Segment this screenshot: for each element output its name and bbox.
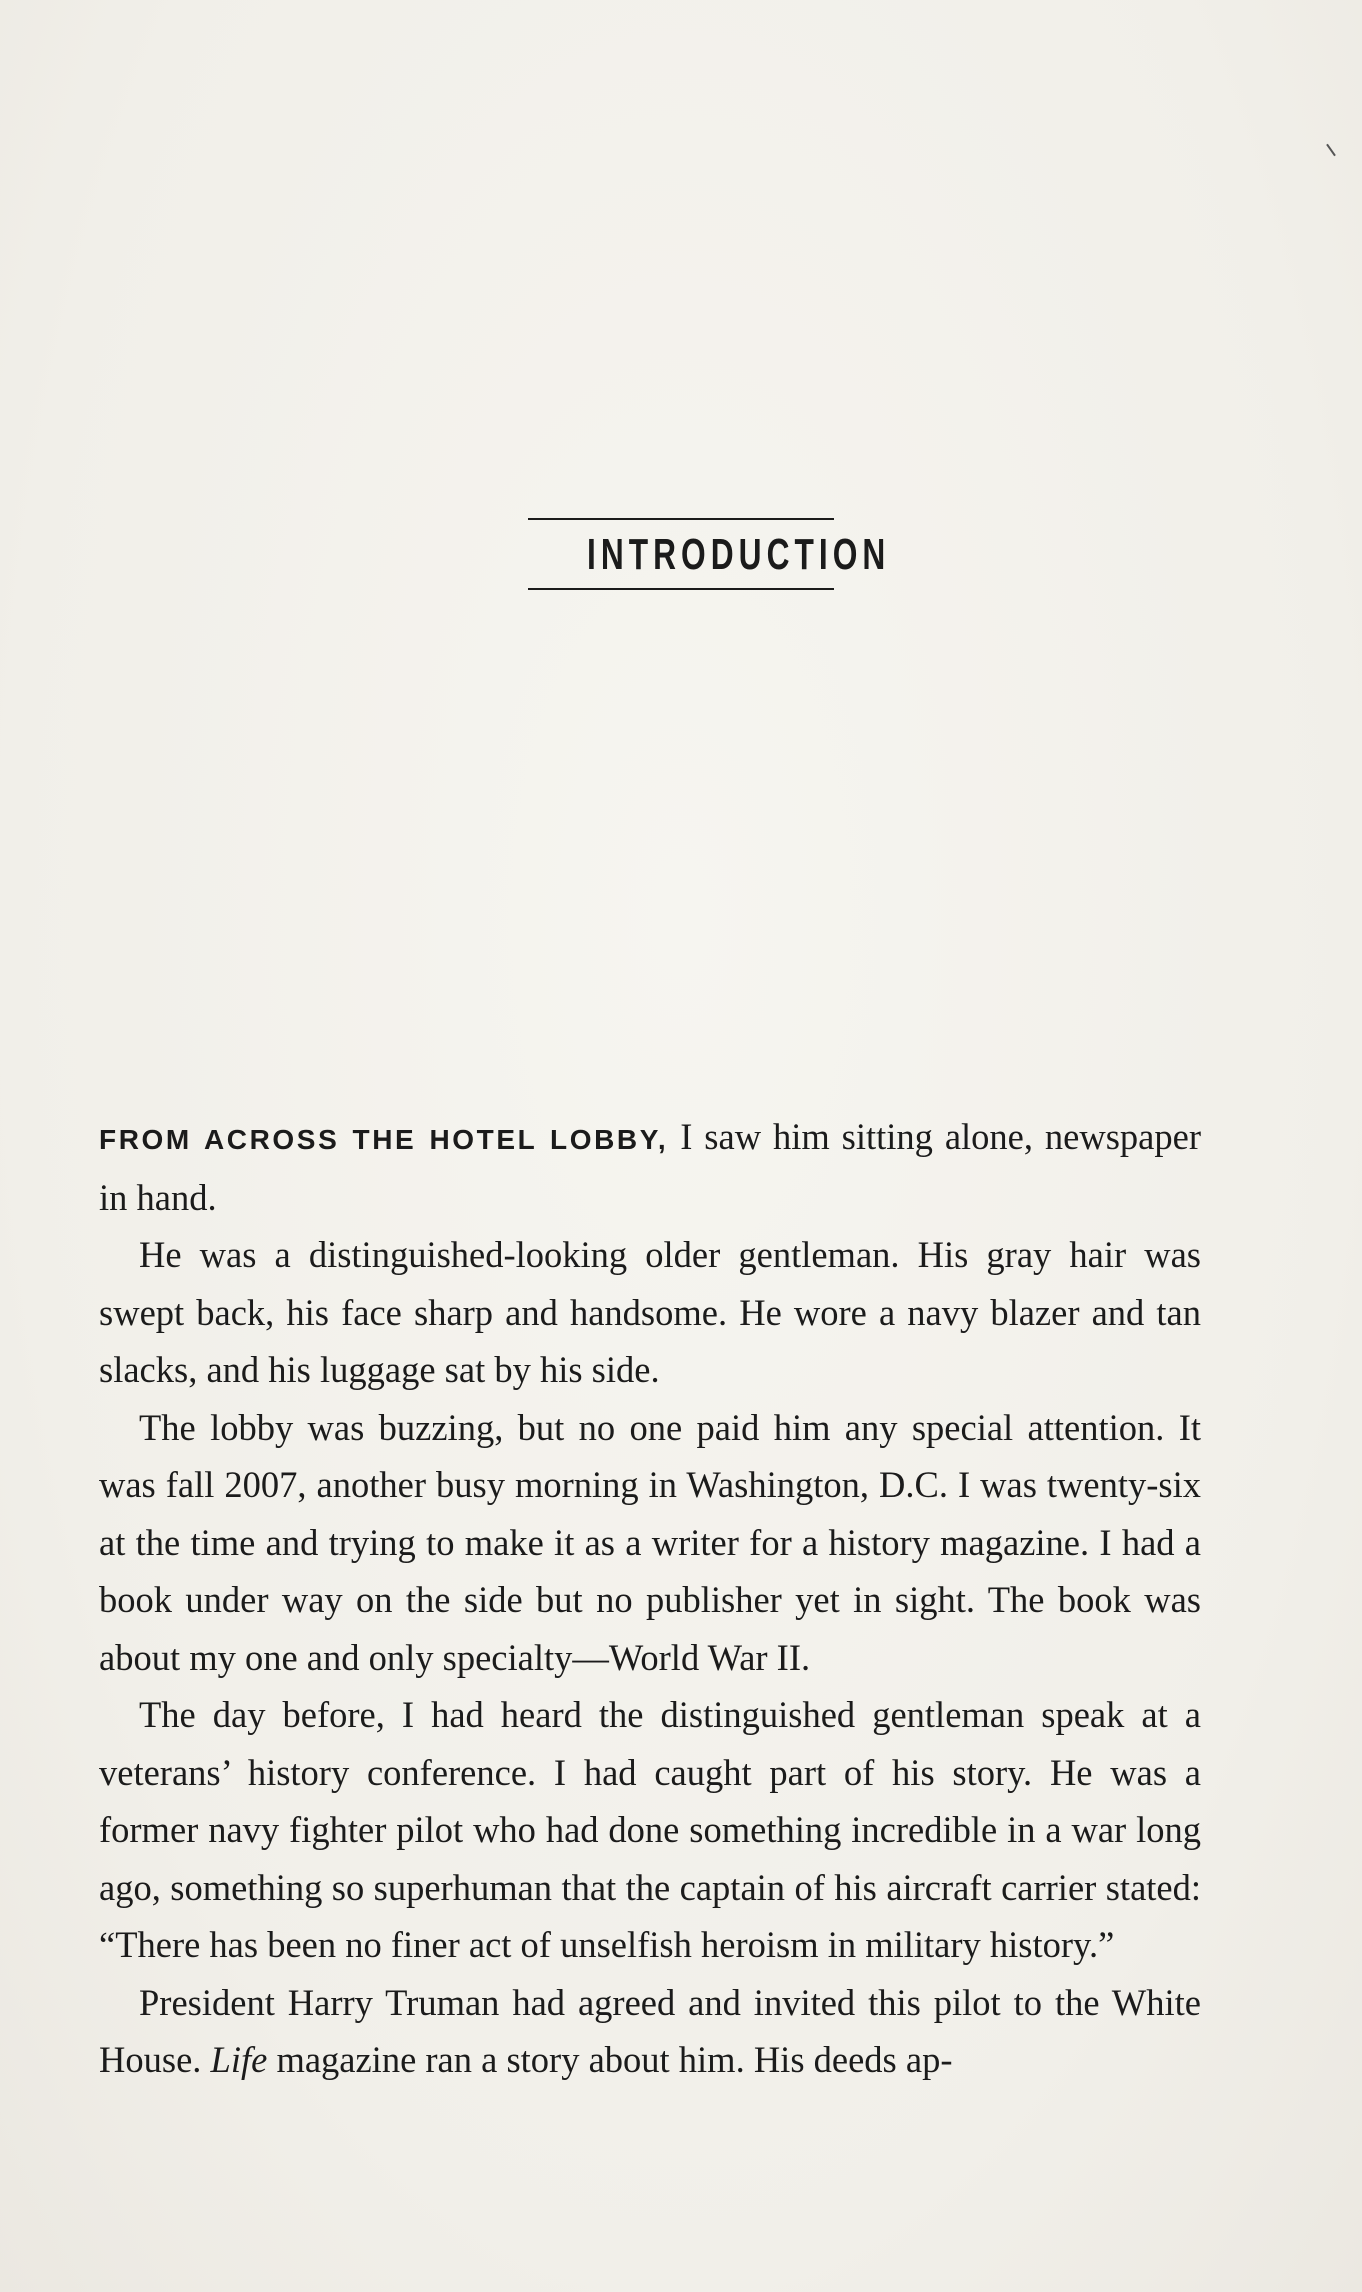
paragraph-2: He was a distinguished-looking older gentleman. His gray hair was swept back, his face sharp and handsome. He wore a navy blazer and tan slacks, and his luggage sat by his side. — [99, 1234, 1201, 1390]
lead-in-caps: FROM ACROSS THE HOTEL LOBBY, — [99, 1124, 669, 1155]
page-mark — [1326, 144, 1336, 157]
body-text — [99, 1108, 1201, 2089]
chapter-heading-rules — [528, 518, 891, 590]
chapter-heading: INTRODUCTION — [586, 530, 891, 579]
paragraph-1 — [99, 1108, 1201, 1226]
paragraph-3: The lobby was buzzing, but no one paid him any special attention. It was fall 2007, another busy morning in Washington, D.C. I was twenty-six at the time and trying to make it as a writer for a history magazine. I had a book under way on the side but no publisher yet in sight. The book was about my one and only specialty—World War II. — [99, 1406, 1201, 1678]
magazine-title: Life — [210, 2039, 268, 2080]
paragraph-5 — [99, 1974, 1201, 2089]
paragraph-4: The day before, I had heard the distinguished gentleman speak at a veterans’ history conference. I had caught part of his story. He was a former navy fighter pilot who had done something incredible in a war long ago, something so superhuman that the captain of his aircraft carrier stated: “There has been no finer act of unselfish heroism in military history.” — [99, 1694, 1201, 1965]
paragraph-5-text-before: President Harry Truman had agreed and invited this pilot to the White House. — [99, 1981, 1201, 2080]
paragraph-5-text-after: magazine ran a story about him. His deeds ap- — [267, 2039, 953, 2080]
paragraph-1-text: I saw him sitting alone, newspaper in hand. — [99, 1116, 1201, 1218]
chapter-heading-area — [0, 518, 1362, 590]
